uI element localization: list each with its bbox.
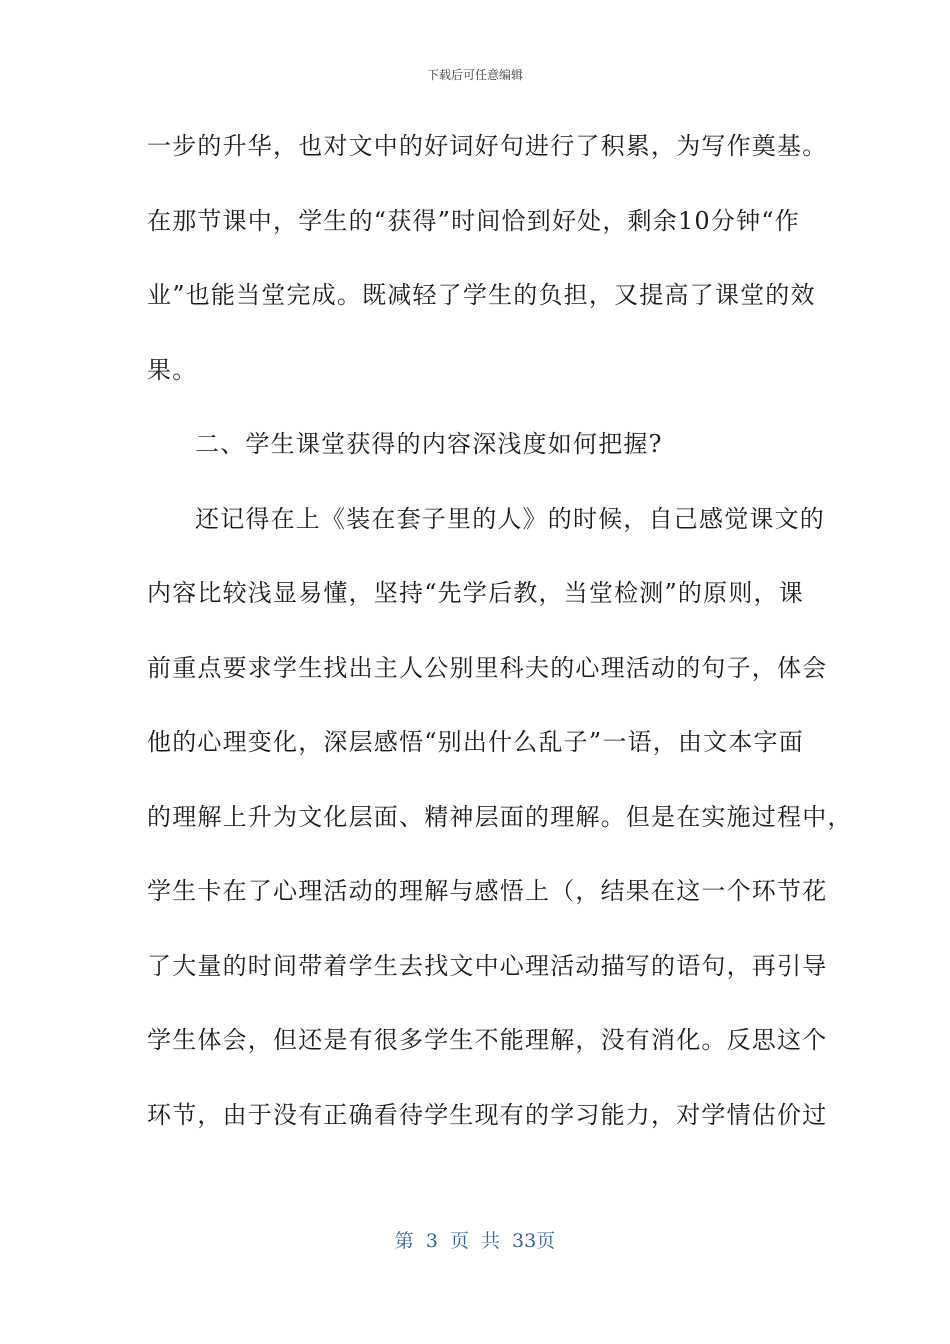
text-line: 学生卡在了心理活动的理解与感悟上（，结果在这一个环节花 xyxy=(147,877,828,905)
text-line: 环节，由于没有正确看待学生现有的学习能力，对学情估价过 xyxy=(147,1100,828,1129)
text-line: 内容比较浅显易懂，坚持“先学后教，当堂检测”的原则，课 xyxy=(147,579,804,607)
text-line: 学生体会，但还是有很多学生不能理解，没有消化。反思这个 xyxy=(147,1026,828,1054)
section-heading: 二、学生课堂获得的内容深浅度如何把握? xyxy=(195,430,663,458)
text-line: 业”也能当堂完成。既减轻了学生的负担，又提高了课堂的效 xyxy=(147,281,816,309)
document-body xyxy=(147,124,853,1167)
text-line: 了大量的时间带着学生去找文中心理活动描写的语句，再引导 xyxy=(147,951,828,980)
text-line: 前重点要求学生找出主人公别里科夫的心理活动的句子，体会 xyxy=(147,653,828,682)
text-line: 果。 xyxy=(147,355,198,384)
page-number-footer: 第 3 页 共 33页 xyxy=(394,1230,556,1252)
header-note: 下载后可任意编辑 xyxy=(426,68,523,82)
text-line: 他的心理变化，深层感悟“别出什么乱子”一语，由文本字面 xyxy=(147,728,804,756)
text-line: 还记得在上《装在套子里的人》的时候，自己感觉课文的 xyxy=(195,504,825,533)
text-line: 一步的升华，也对文中的好词好句进行了积累，为写作奠基。 xyxy=(147,132,828,160)
text-line: 在那节课中，学生的“获得”时间恰到好处，剩余10分钟“作 xyxy=(147,206,800,235)
text-line: 的理解上升为文化层面、精神层面的理解。但是在实施过程中， xyxy=(147,802,853,831)
